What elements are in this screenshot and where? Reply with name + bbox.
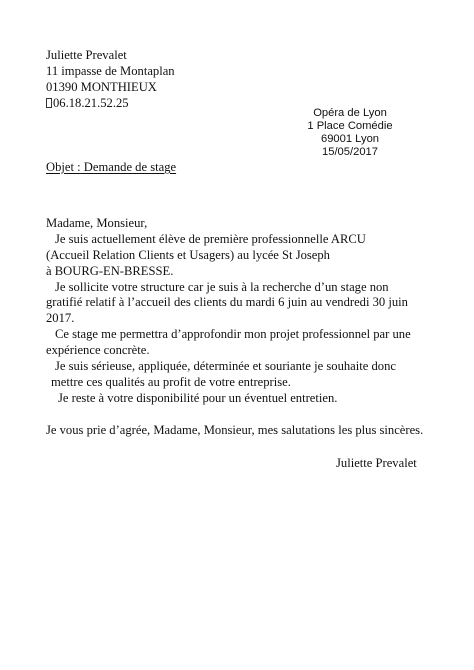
paragraph-4-line-2: mettre ces qualités au profit de votre entreprise.	[51, 375, 291, 389]
paragraph-3-line-2: expérience concrète.	[46, 343, 150, 357]
signature: Juliette Prevalet	[336, 456, 417, 470]
paragraph-1-line-1: Je suis actuellement élève de première professionnelle ARCU	[55, 232, 366, 246]
sender-city: 01390 MONTHIEUX	[46, 80, 157, 94]
closing-formula: Je vous prie d’agrée, Madame, Monsieur, mes salutations les plus sincères.	[46, 423, 424, 437]
paragraph-1-line-3: à BOURG-EN-BRESSE.	[46, 264, 174, 278]
recipient-name: Opéra de Lyon	[313, 107, 387, 119]
greeting: Madame, Monsieur,	[46, 216, 148, 230]
paragraph-5: Je reste à votre disponibilité pour un éventuel entretien.	[58, 391, 338, 405]
letter-date: 15/05/2017	[322, 146, 378, 158]
paragraph-3-line-1: Ce stage me permettra d’approfondir mon projet professionnel par une	[55, 327, 411, 341]
paragraph-2-line-3: 2017.	[46, 311, 75, 325]
sender-phone: 06.18.21.52.25	[53, 96, 129, 110]
sender-phone-line	[46, 95, 129, 111]
sender-name: Juliette Prevalet	[46, 48, 127, 62]
recipient-street: 1 Place Comédie	[307, 120, 393, 132]
subject-line: Objet : Demande de stage	[46, 160, 177, 174]
paragraph-2-line-2: gratifié relatif à l’accueil des clients du mardi 6 juin au vendredi 30 juin	[46, 295, 408, 309]
paragraph-4-line-1: Je suis sérieuse, appliquée, déterminée et souriante je souhaite donc	[55, 359, 396, 373]
paragraph-2-line-1: Je sollicite votre structure car je suis à la recherche d’un stage non	[55, 280, 389, 294]
recipient-city: 69001 Lyon	[320, 133, 380, 145]
paragraph-1-line-2: (Accueil Relation Clients et Usagers) au lycée St Joseph	[46, 248, 330, 262]
sender-street: 11 impasse de Montaplan	[46, 64, 175, 78]
telephone-icon	[46, 98, 52, 108]
